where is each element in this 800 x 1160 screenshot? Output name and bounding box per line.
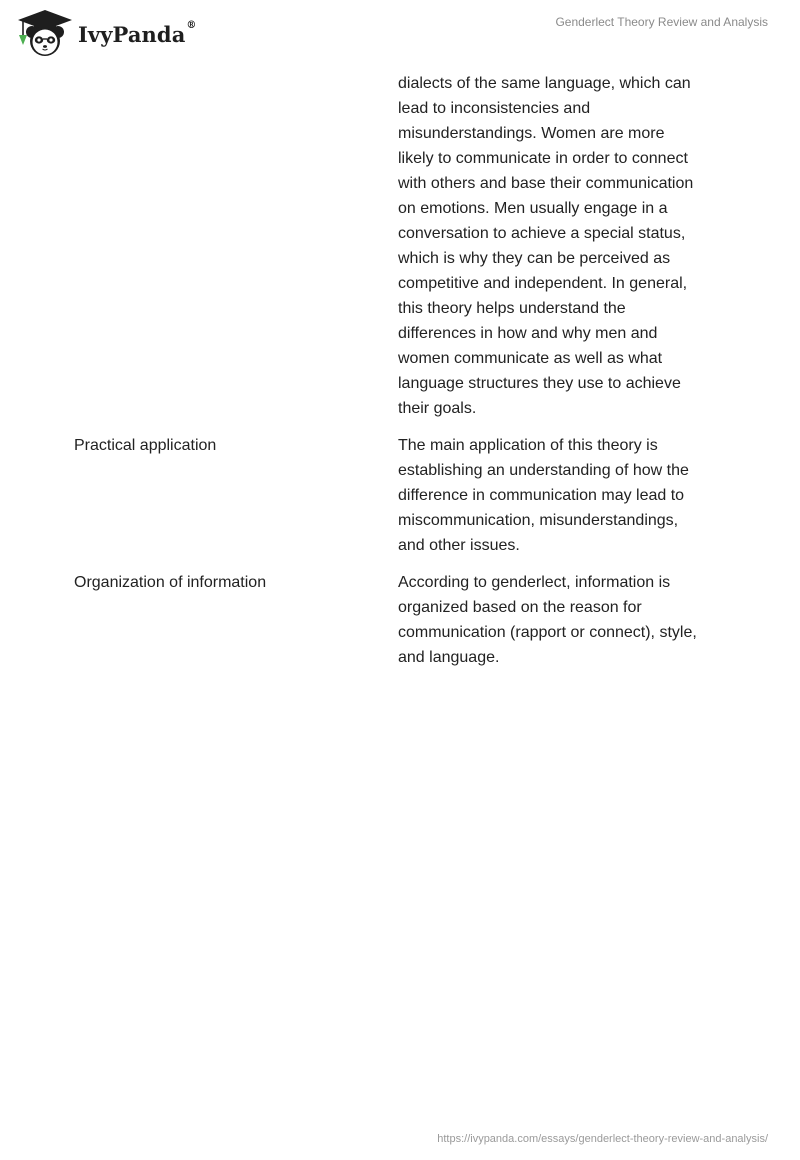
row-description: The main application of this theory is establishing an understanding of how the difference in communication may lead to miscommunication, misunderstandings, and other issues. xyxy=(398,437,689,554)
row-description: dialects of the same language, which can lead to inconsistencies and misunderstandings. Women are more likely to communicate in order to connect with others and base their communication on emotions. Men usually engage in a conversation to achieve a special status, which is why they can be perceived as competitive and independent. In general, this theory helps understand the differences in how and why men and women communicate as well as what language structures they use to achieve their goals. xyxy=(398,75,694,417)
table-row xyxy=(74,570,714,670)
table-row xyxy=(74,71,714,421)
table-row xyxy=(74,433,714,558)
logo-name: IvyPanda xyxy=(78,21,186,47)
row-description: According to genderlect, information is organized based on the reason for communication (rapport or connect), style, and language. xyxy=(398,574,697,666)
row-label xyxy=(74,71,398,421)
page-header xyxy=(0,0,800,62)
row-label-organization-of-information: Organization of information xyxy=(74,574,267,591)
document-title: Genderlect Theory Review and Analysis xyxy=(555,15,768,29)
source-url[interactable]: https://ivypanda.com/essays/genderlect-theory-review-and-analysis/ xyxy=(437,1133,768,1145)
theory-table xyxy=(74,71,714,682)
logo-wordmark xyxy=(78,19,197,47)
ivypanda-logo[interactable] xyxy=(14,8,197,58)
row-label-practical-application: Practical application xyxy=(74,437,217,454)
panda-graduate-icon xyxy=(14,8,76,58)
registered-mark: ® xyxy=(186,19,197,31)
